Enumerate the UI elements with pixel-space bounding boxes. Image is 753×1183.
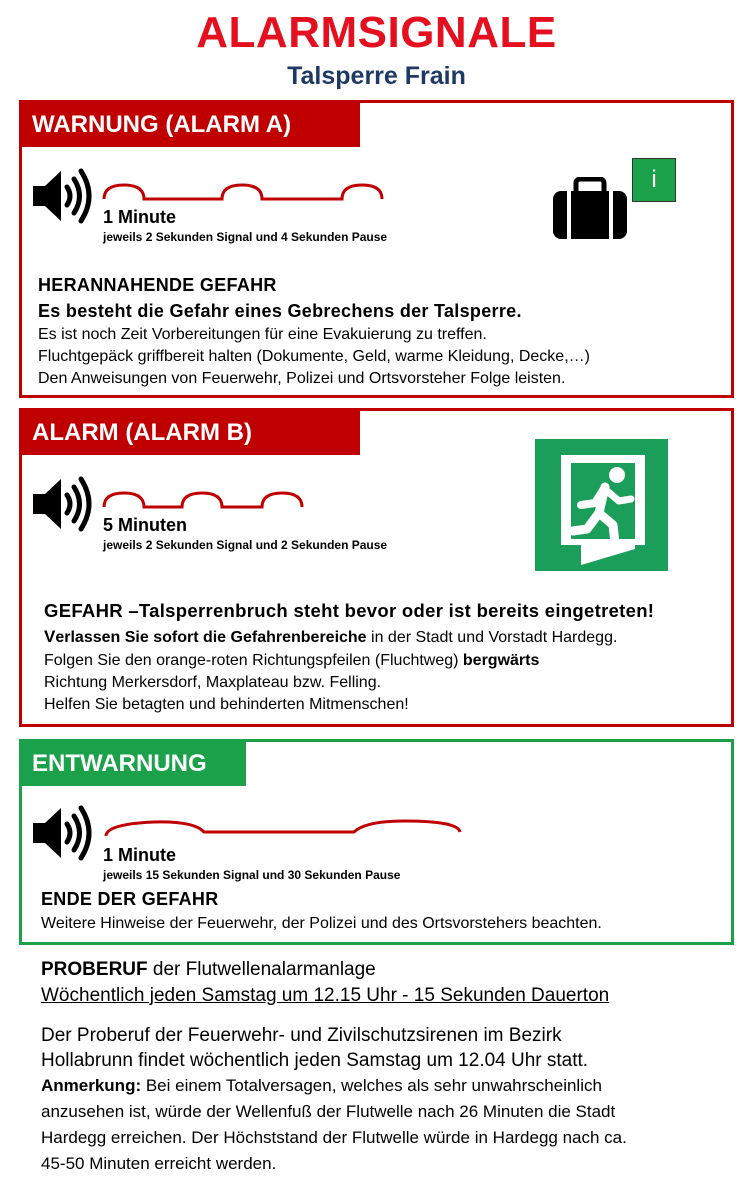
alarm-tab: ALARM (ALARM B): [22, 411, 360, 455]
test-call-schedule: Wöchentlich jeden Samstag um 12.15 Uhr - 15 Sekunden Dauerton: [41, 985, 610, 1006]
emergency-exit-icon: [535, 439, 668, 571]
all-clear-tab: ENTWARNUNG: [22, 742, 246, 786]
warning-subheading: Es besteht die Gefahr eines Gebrechens der Talsperre.: [38, 301, 522, 321]
warning-tab: WARNUNG (ALARM A): [22, 103, 360, 147]
suitcase-icon: [551, 177, 629, 241]
alarm-line-1-rest: in der Stadt und Vorstadt Hardegg.: [366, 629, 618, 646]
warning-heading: HERANNAHENDE GEFAHR: [38, 275, 277, 295]
signal-pattern-graphic: [104, 812, 464, 838]
alarm-line-2-bold: bergwärts: [462, 652, 540, 669]
alarm-pattern: jeweils 2 Sekunden Signal und 2 Sekunden Pause: [103, 538, 388, 552]
alarm-line-1: [44, 627, 617, 648]
info-glyph: i: [651, 166, 657, 193]
remark-line-3: Hardegg erreichen. Der Höchststand der Flutwelle würde in Hardegg nach ca.: [41, 1128, 627, 1147]
warning-line-3: Den Anweisungen von Feuerwehr, Polizei und Ortsvorsteher Folge leisten.: [38, 370, 566, 387]
warning-section: [19, 100, 734, 398]
speaker-icon: [31, 475, 99, 533]
alarm-line-1-bold: erlassen Sie sofort die Gefahrenbereiche: [55, 629, 367, 646]
warning-duration: 1 Minute: [103, 207, 177, 227]
alarm-line-2: [44, 651, 539, 671]
all-clear-duration: 1 Minute: [103, 845, 177, 865]
page-title: ALARMSIGNALE: [196, 8, 557, 57]
alarm-heading: GEFAHR –Talsperrenbruch steht bevor oder ist bereits eingetreten!: [44, 600, 655, 621]
alarm-line-1-initial: V: [44, 627, 56, 646]
test-call-label-bold: PROBERUF: [41, 959, 148, 980]
alarm-line-4: Helfen Sie betagten und behinderten Mitmenschen!: [44, 696, 409, 713]
remark-line-1-text: Bei einem Totalversagen, welches als sehr unwahrscheinlich: [141, 1076, 602, 1095]
alarm-duration: 5 Minuten: [103, 515, 187, 535]
remark-line-1: [41, 1073, 602, 1099]
all-clear-section: [19, 739, 734, 945]
signal-pattern-graphic: [102, 179, 392, 203]
test-call-paragraph-line-2: Hollabrunn findet wöchentlich jeden Samstag um 12.04 Uhr statt.: [41, 1050, 589, 1071]
remark-line-2: anzusehen ist, würde der Wellenfuß der Flutwelle nach 26 Minuten die Stadt: [41, 1102, 616, 1121]
test-call-label-rest: der Flutwellenalarmanlage: [147, 959, 376, 980]
test-call-label: [41, 957, 376, 983]
speaker-icon: [31, 167, 99, 225]
alarm-line-3: Richtung Merkersdorf, Maxplateau bzw. Felling.: [44, 674, 382, 691]
alarm-line-2-text: Folgen Sie den orange-roten Richtungspfeilen (Fluchtweg): [44, 652, 463, 669]
warning-line-2: Fluchtgepäck griffbereit halten (Dokumente, Geld, warme Kleidung, Decke,…): [38, 348, 590, 365]
alarm-section: [19, 408, 734, 727]
warning-pattern: jeweils 2 Sekunden Signal und 4 Sekunden Pause: [103, 230, 388, 244]
test-call-paragraph-line-1: Der Proberuf der Feuerwehr- und Zivilschutzsirenen im Bezirk: [41, 1025, 562, 1046]
all-clear-line: Weitere Hinweise der Feuerwehr, der Polizei und des Ortsvorstehers beachten.: [41, 915, 602, 932]
signal-pattern-graphic: [102, 487, 312, 511]
all-clear-heading: ENDE DER GEFAHR: [41, 889, 219, 909]
remark-line-4: 45-50 Minuten erreicht werden.: [41, 1154, 277, 1173]
all-clear-pattern: jeweils 15 Sekunden Signal und 30 Sekunden Pause: [103, 868, 401, 882]
speaker-icon: [31, 804, 99, 862]
info-icon: [632, 158, 676, 202]
remark-label: Anmerkung:: [41, 1076, 142, 1095]
page-subtitle: Talsperre Frain: [287, 62, 466, 90]
warning-line-1: Es ist noch Zeit Vorbereitungen für eine Evakuierung zu treffen.: [38, 326, 487, 343]
